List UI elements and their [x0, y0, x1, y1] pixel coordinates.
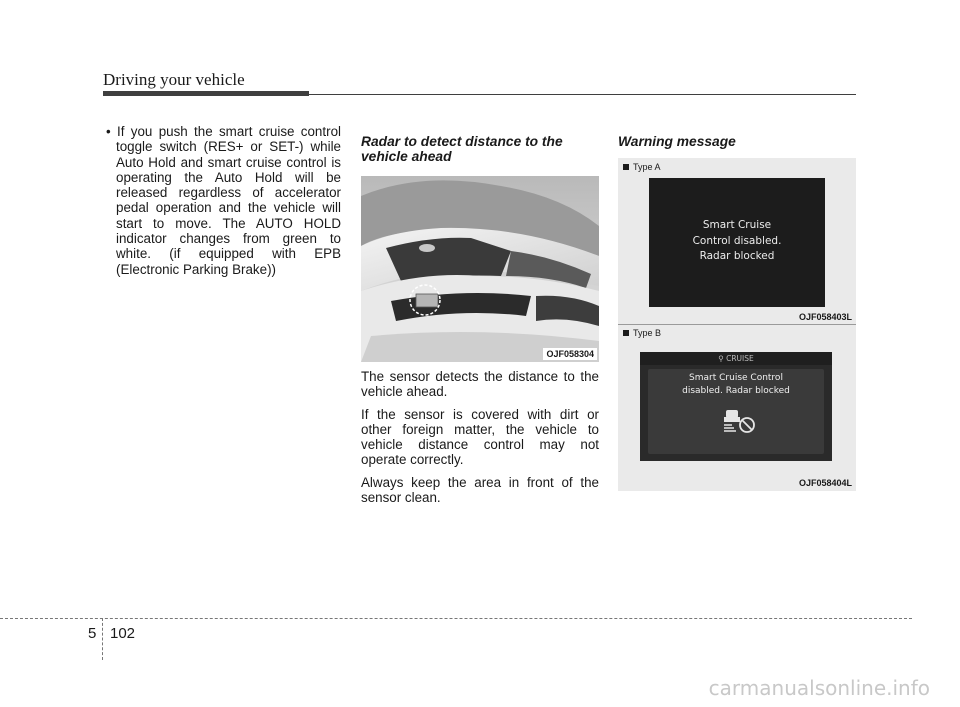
warning-message-title: Warning message — [618, 134, 736, 149]
type-a-code: OJF058403L — [798, 312, 852, 322]
type-a-line-3: Radar blocked — [699, 250, 775, 262]
cruise-label: CRUISE — [726, 354, 754, 363]
car-illustration — [361, 176, 599, 362]
column-2 — [361, 134, 599, 164]
type-b-line-1: Smart Cruise Control — [689, 373, 783, 383]
type-b-label-text: Type B — [633, 328, 662, 338]
type-b-code: OJF058404L — [798, 478, 852, 488]
type-a-label — [623, 162, 661, 172]
car-image-caption: OJF058304 — [543, 348, 597, 360]
footer-dashed-rule — [0, 618, 912, 619]
type-a-line-2: Control disabled. — [692, 234, 782, 247]
radar-paragraph-2: If the sensor is covered with dirt or other foreign matter, the vehicle to vehicle distance control may not operate correctly. — [361, 406, 599, 468]
car-front-radar-image — [361, 176, 599, 362]
header-rule-thin — [309, 94, 856, 95]
auto-hold-bullet-paragraph — [103, 124, 341, 277]
type-b-display — [640, 352, 832, 461]
page-header-title: Driving your vehicle — [103, 70, 245, 89]
type-a-message — [649, 218, 825, 265]
header-rule-thick — [103, 91, 309, 96]
column-3 — [618, 134, 856, 149]
site-watermark: carmanualsonline.info — [708, 676, 930, 700]
radar-paragraph-3: Always keep the area in front of the sensor clean. — [361, 474, 599, 506]
type-a-line-1: Smart Cruise — [702, 219, 772, 231]
type-b-label — [623, 328, 661, 338]
radar-section-title: Radar to detect distance to the vehicle ahead — [361, 134, 563, 164]
column-1 — [103, 124, 341, 277]
radar-paragraph-1: The sensor detects the distance to the vehicle ahead. — [361, 369, 599, 400]
auto-hold-text: If you push the smart cruise control toggle switch (RES+ or SET-) while Auto Hold and smart cruise control is operating the Auto Hold will be released regardless of accelerator pedal operation and the vehicle will start to move. The AUTO HOLD indicator changes from green to white. (if equipped with EPB (Electronic Parking Brake)) — [116, 124, 341, 277]
cruise-indicator-bar — [640, 352, 832, 365]
chapter-number: 5 — [88, 625, 97, 642]
type-a-label-text: Type A — [633, 162, 661, 172]
square-bullet-icon — [623, 330, 629, 336]
radar-paragraphs — [361, 369, 599, 512]
square-bullet-icon — [623, 164, 629, 170]
radar-blocked-icon — [722, 408, 756, 436]
warning-message-figure — [618, 158, 856, 491]
type-b-message — [640, 372, 832, 398]
type-a-display — [649, 178, 825, 307]
type-divider — [618, 324, 856, 325]
footer-dashed-separator — [102, 618, 103, 660]
cruise-icon: ⚲ — [718, 354, 727, 363]
bullet-glyph: • — [106, 124, 111, 139]
page-number: 102 — [110, 625, 136, 642]
type-b-line-2: disabled. Radar blocked — [682, 386, 790, 396]
